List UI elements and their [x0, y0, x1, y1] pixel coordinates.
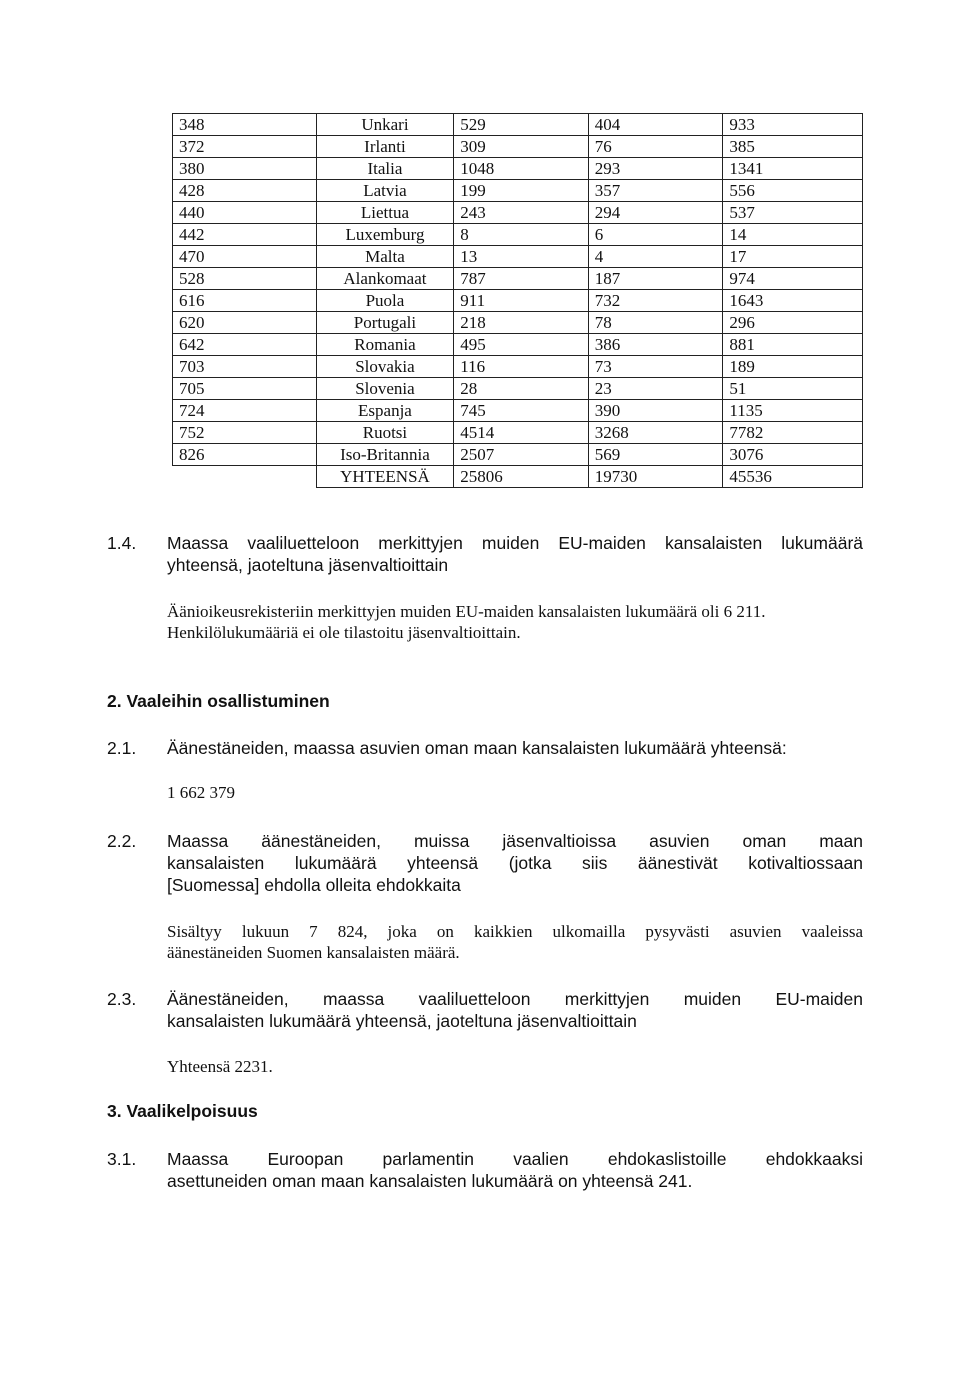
table-cell: 642: [173, 334, 317, 356]
table-cell: 187: [588, 268, 723, 290]
body-line: äänestäneiden Suomen kansalaisten määrä.: [167, 943, 460, 962]
table-cell: 1341: [723, 158, 863, 180]
table-cell: 372: [173, 136, 317, 158]
table-row: [173, 422, 863, 444]
table-cell: 529: [454, 114, 589, 136]
table-cell: 294: [588, 202, 723, 224]
table-cell: 3076: [723, 444, 863, 466]
table-cell: 705: [173, 378, 317, 400]
table-cell: YHTEENSÄ: [316, 466, 454, 488]
table-row: [173, 290, 863, 312]
body-line: Henkilölukumääriä ei ole tilastoitu jäsenvaltioittain.: [167, 623, 521, 642]
table-cell: 51: [723, 378, 863, 400]
section-number-3-1: 3.1.: [107, 1149, 137, 1169]
table-cell: 404: [588, 114, 723, 136]
body-line: Sisältyy lukuun 7 824, joka on kaikkien ulkomailla pysyvästi asuvien vaaleissa: [167, 922, 863, 941]
table-cell: 724: [173, 400, 317, 422]
section-value-2-1: 1 662 379: [167, 783, 235, 802]
table-cell: 243: [454, 202, 589, 224]
table-cell: Portugali: [316, 312, 454, 334]
heading-line: Äänestäneiden, maassa vaaliluetteloon merkittyjen muiden EU-maiden: [167, 989, 863, 1009]
table-total-row: [173, 466, 863, 488]
table-cell: 386: [588, 334, 723, 356]
table-cell: Liettua: [316, 202, 454, 224]
table-cell: 569: [588, 444, 723, 466]
table-cell: 45536: [723, 466, 863, 488]
table-cell: Alankomaat: [316, 268, 454, 290]
table-cell: 4: [588, 246, 723, 268]
table-row: [173, 224, 863, 246]
table-cell: 73: [588, 356, 723, 378]
table-cell: 911: [454, 290, 589, 312]
section-number-2-2: 2.2.: [107, 831, 137, 851]
heading-line: asettuneiden oman maan kansalaisten lukumäärä on yhteensä 241.: [167, 1171, 693, 1191]
table-cell: 380: [173, 158, 317, 180]
table-cell: 218: [454, 312, 589, 334]
section-number-2-3: 2.3.: [107, 989, 137, 1009]
table-cell: 495: [454, 334, 589, 356]
table-cell: 116: [454, 356, 589, 378]
section-number-2-1: 2.1.: [107, 738, 137, 758]
country-statistics-table: [172, 113, 863, 488]
table-cell: 385: [723, 136, 863, 158]
table-row: [173, 114, 863, 136]
table-cell: 8: [454, 224, 589, 246]
heading-line: Maassa äänestäneiden, muissa jäsenvaltioissa asuvien oman maan: [167, 831, 863, 851]
heading-line: [Suomessa] ehdolla olleita ehdokkaita: [167, 875, 461, 895]
table-cell: 6: [588, 224, 723, 246]
table-cell: 428: [173, 180, 317, 202]
table-cell: 616: [173, 290, 317, 312]
table-cell: 13: [454, 246, 589, 268]
table-cell: 732: [588, 290, 723, 312]
table-row: [173, 444, 863, 466]
section-title-3: 3. Vaalikelpoisuus: [107, 1101, 258, 1121]
table-cell: 752: [173, 422, 317, 444]
body-line: Äänioikeusrekisteriin merkittyjen muiden EU-maiden kansalaisten lukumäärä oli 6 211.: [167, 602, 766, 621]
table-cell: Romania: [316, 334, 454, 356]
section-heading-2-3: [167, 988, 863, 1032]
table-cell: Malta: [316, 246, 454, 268]
table-cell: 76: [588, 136, 723, 158]
table-cell: 826: [173, 444, 317, 466]
table-row: [173, 180, 863, 202]
heading-line: kansalaisten lukumäärä yhteensä, jaoteltuna jäsenvaltioittain: [167, 1011, 637, 1031]
table-cell: 537: [723, 202, 863, 224]
table-cell: 787: [454, 268, 589, 290]
table-row: [173, 312, 863, 334]
table-cell: Slovenia: [316, 378, 454, 400]
table-cell: 189: [723, 356, 863, 378]
section-number-1-4: 1.4.: [107, 533, 137, 553]
table-cell: [173, 466, 317, 488]
table-cell: Puola: [316, 290, 454, 312]
table-row: [173, 268, 863, 290]
table-cell: 440: [173, 202, 317, 224]
table-cell: 78: [588, 312, 723, 334]
table-cell: 556: [723, 180, 863, 202]
section-body-2-3: Yhteensä 2231.: [167, 1057, 273, 1076]
table-cell: 17: [723, 246, 863, 268]
table-cell: 199: [454, 180, 589, 202]
table-cell: 442: [173, 224, 317, 246]
table-cell: 4514: [454, 422, 589, 444]
table-cell: Latvia: [316, 180, 454, 202]
table-cell: 1048: [454, 158, 589, 180]
heading-line: kansalaisten lukumäärä yhteensä (jotka siis äänestivät kotivaltiossaan: [167, 853, 863, 873]
table-cell: 348: [173, 114, 317, 136]
table-row: [173, 158, 863, 180]
section-body-2-2: [167, 921, 863, 963]
table-cell: 293: [588, 158, 723, 180]
table-cell: 3268: [588, 422, 723, 444]
section-heading-3-1: [167, 1148, 863, 1192]
table-cell: 470: [173, 246, 317, 268]
section-heading-1-4: [167, 532, 863, 576]
table-cell: 528: [173, 268, 317, 290]
table-body: [173, 114, 863, 488]
table-cell: 2507: [454, 444, 589, 466]
table-row: [173, 136, 863, 158]
table-cell: 357: [588, 180, 723, 202]
heading-line: Maassa vaaliluetteloon merkittyjen muiden EU-maiden kansalaisten lukumäärä: [167, 533, 863, 553]
table-cell: 19730: [588, 466, 723, 488]
table-cell: 933: [723, 114, 863, 136]
table-row: [173, 246, 863, 268]
table-cell: 25806: [454, 466, 589, 488]
table-cell: 745: [454, 400, 589, 422]
table-row: [173, 400, 863, 422]
table-cell: 390: [588, 400, 723, 422]
table-row: [173, 356, 863, 378]
table-cell: 703: [173, 356, 317, 378]
table-cell: 28: [454, 378, 589, 400]
table-cell: 23: [588, 378, 723, 400]
table-cell: 974: [723, 268, 863, 290]
heading-line: yhteensä, jaoteltuna jäsenvaltioittain: [167, 555, 449, 575]
table-cell: 296: [723, 312, 863, 334]
table-row: [173, 202, 863, 224]
table-cell: 14: [723, 224, 863, 246]
table-row: [173, 378, 863, 400]
section-body-1-4: [167, 601, 867, 643]
table-cell: 1135: [723, 400, 863, 422]
table-cell: Espanja: [316, 400, 454, 422]
table-cell: 7782: [723, 422, 863, 444]
section-heading-2-2: [167, 830, 863, 896]
table-row: [173, 334, 863, 356]
table-cell: 881: [723, 334, 863, 356]
table-cell: 309: [454, 136, 589, 158]
table-cell: 620: [173, 312, 317, 334]
table-cell: 1643: [723, 290, 863, 312]
section-title-2: 2. Vaaleihin osallistuminen: [107, 691, 330, 711]
table-cell: Slovakia: [316, 356, 454, 378]
table-cell: Iso-Britannia: [316, 444, 454, 466]
table-cell: Ruotsi: [316, 422, 454, 444]
table-cell: Irlanti: [316, 136, 454, 158]
table-cell: Luxemburg: [316, 224, 454, 246]
heading-line: Maassa Euroopan parlamentin vaalien ehdokaslistoille ehdokkaaksi: [167, 1149, 863, 1169]
table-cell: Unkari: [316, 114, 454, 136]
section-heading-2-1: Äänestäneiden, maassa asuvien oman maan kansalaisten lukumäärä yhteensä:: [167, 738, 787, 758]
table-cell: Italia: [316, 158, 454, 180]
